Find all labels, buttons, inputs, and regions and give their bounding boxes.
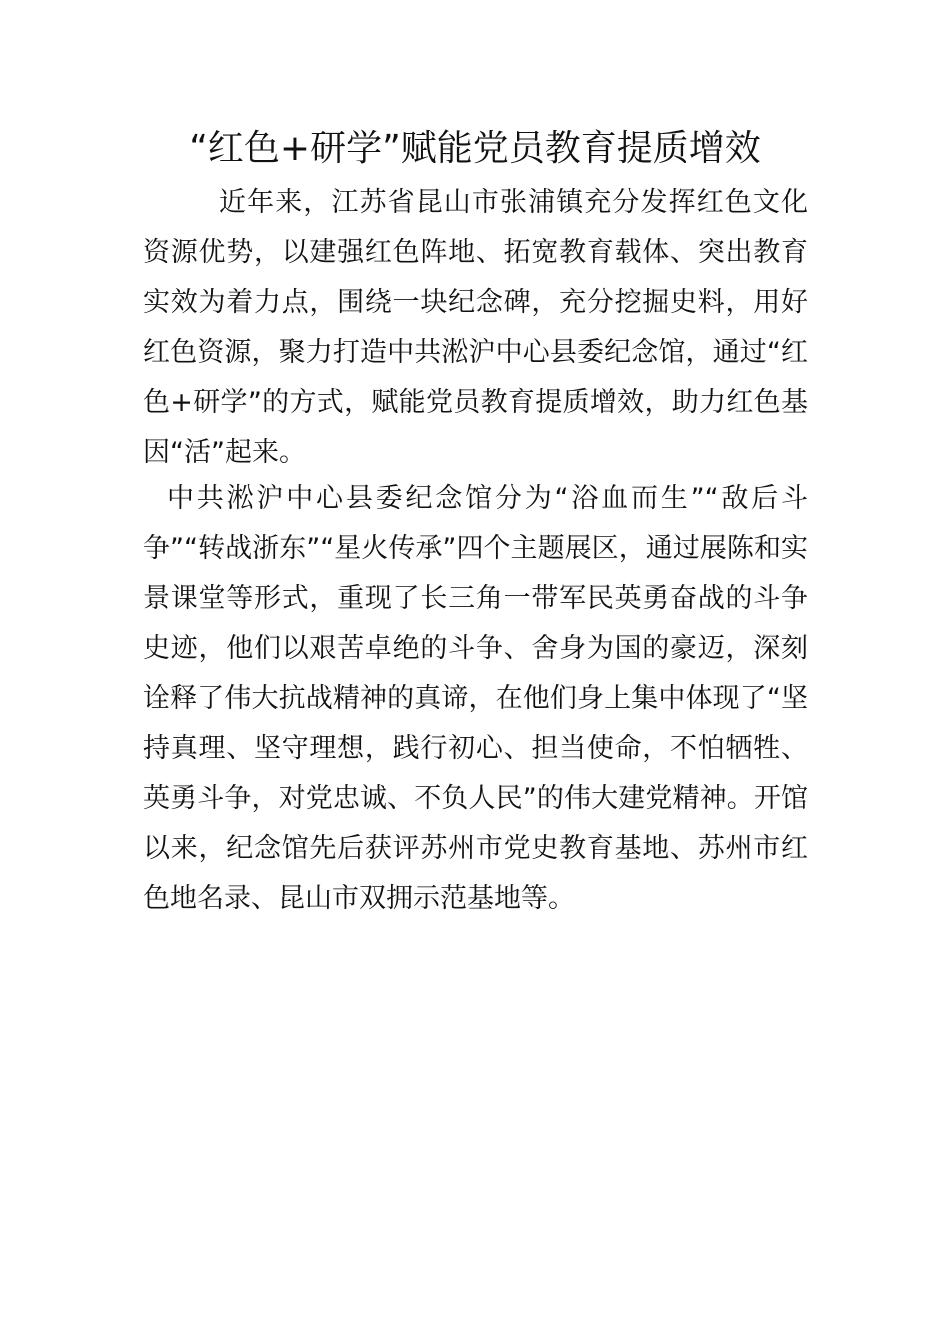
document-title: “红色+研学”赋能党员教育提质增效 <box>189 128 761 169</box>
paragraph-intro: 近年来，江苏省昆山市张浦镇充分发挥红色文化资源优势，以建强红色阵地、拓宽教育载体、突出教育实效为着力点，围绕一块纪念碑，充分挖掘史料，用好红色资源，聚力打造中共淞沪中心县委纪念馆，通过“红色+研学”的方式，赋能党员教育提质增效，助力红色基因“活”起来。 <box>143 187 808 468</box>
paragraph-memorial-hall: 中共淞沪中心县委纪念馆分为“浴血而生”“敌后斗争”“转战浙东”“星火传承”四个主题展区，通过展陈和实景课堂等形式，重现了长三角一带军民英勇奋战的斗争史迹，他们以艰苦卓绝的斗争、舍身为国的豪迈，深刻诠释了伟大抗战精神的真谛，在他们身上集中体现了“坚持真理、坚守理想，践行初心、担当使命，不怕牺牲、英勇斗争，对党忠诚、不负人民”的伟大建党精神。开馆以来，纪念馆先后获评苏州市党史教育基地、苏州市红色地名录、昆山市双拥示范基地等。 <box>143 483 808 914</box>
